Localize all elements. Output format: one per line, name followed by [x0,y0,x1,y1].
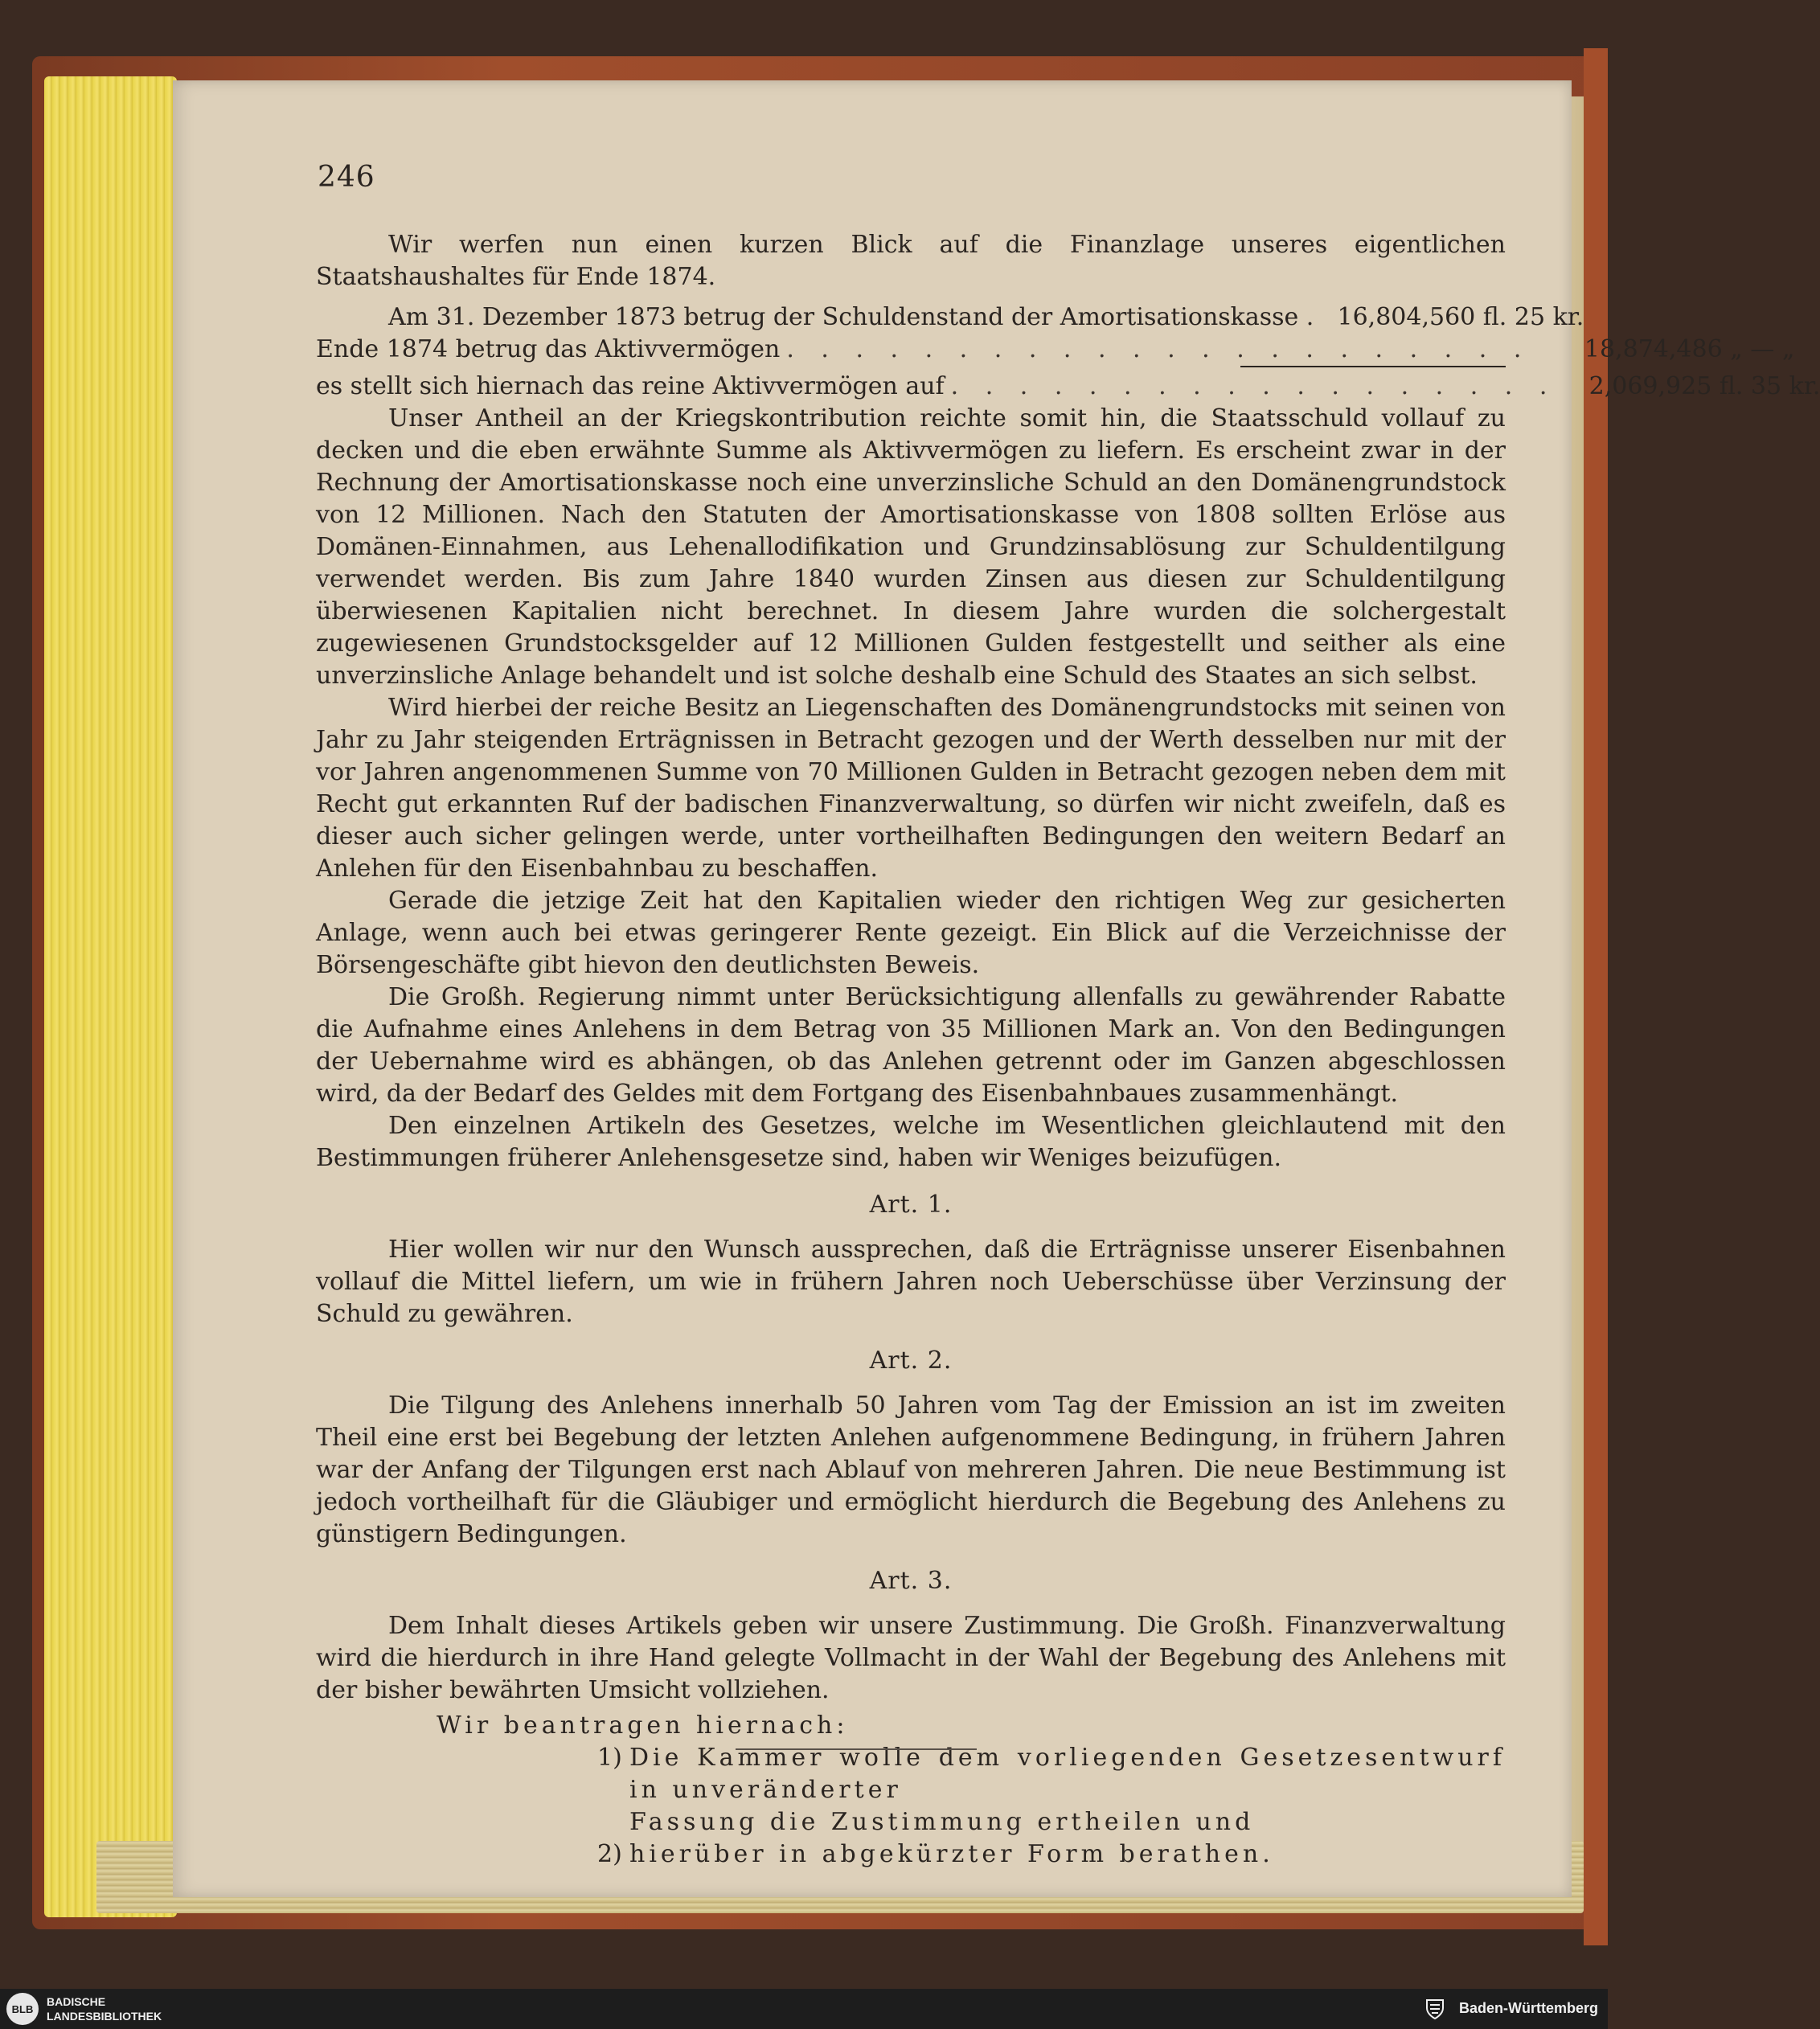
ledger-row-1-label: Am 31. Dezember 1873 betrug der Schuldenstand der Amortisationskasse . [388,303,1314,331]
motion-item-2-number: 2) [597,1840,622,1868]
article-2-text: Die Tilgung des Anlehens innerhalb 50 Jahren vom Tag der Emission an ist im zweiten Theil eine erst bei Begebung der letzten Anlehen aufgenommene Bedingung, in frühern Jahren war der Anfang der Tilgungen erst nach Ablauf von mehreren Jahren. Die neue Bestimmung ist jedoch vortheilhaft für die Gläubiger und ermöglicht hierdurch die Begebung des Anlehens zu günstigern Bedingungen. [316,1392,1506,1548]
motion-list [316,1710,1506,1871]
ledger-row-2-label: Ende 1874 betrug das Aktivvermögen [316,335,781,363]
ledger-row-2-dots: . . . . . . . . . . . . . . . . . . . . . . [786,335,1531,363]
article-2-heading: Art. 2. [869,1347,953,1375]
article-3-text: Dem Inhalt dieses Artikels geben wir unsere Zustimmung. Die Großh. Finanzverwaltung wird die hierdurch in ihre Hand gelegte Vollmacht in der Wahl der Begebung des Anlehens mit der bisher bewährten Umsicht vollziehen. [316,1612,1506,1704]
article-3-heading: Art. 3. [869,1567,953,1595]
motion-intro: Wir beantragen hiernach: [437,1711,849,1740]
ledger-row-3 [316,371,1820,403]
book-page [173,80,1820,1897]
motion-item-2-text: hierüber in abgekürzter Form berathen. [629,1840,1274,1868]
page-number: 246 [318,161,375,194]
motion-item-1-text: Die Kammer wolle dem vorliegenden Gesetzesentwurf in unveränderter [629,1744,1506,1804]
body-paragraph-2: Wird hierbei der reiche Besitz an Liegenschaften des Domänengrundstocks mit seinen von Jahr zu Jahr steigenden Erträgnissen in Betracht gezogen und der Werth desselben nur mit der vor Jahren angenommenen Summe von 70 Millionen Gulden in Betracht gezogen neben dem mit Recht gut erkannten Ruf der badischen Finanzverwaltung, so dürfen wir nicht zweifeln, daß es dieser auch sicher gelingen werde, unter vortheilhaften Bedingungen den weitern Bedarf an Anlehen für den Eisenbahnbau zu beschaffen. [316,694,1506,883]
body-paragraph-1: Unser Antheil an der Kriegskontribution reichte somit hin, die Staatsschuld vollauf zu decken und die eben erwähnte Summe als Aktivvermögen zu liefern. Es erscheint zwar in der Rechnung der Amortisationskasse noch eine unverzinsliche Schuld an den Domänengrundstock von 12 Millionen. Nach den Statuten der Amortisationskasse von 1808 sollten Erlöse aus Domänen-Einnahmen, aus Lehenallodifikation und Grundzinsablösung zur Schuldentilgung verwendet werden. Bis zum Jahre 1840 wurden Zinsen aus diesen zur Schuldentilgung überwiesenen Kapitalien nicht berechnet. In diesem Jahre wurden die solchergestalt zugewiesenen Grundstocksgelder auf 12 Millionen Gulden festgestellt und seither als eine unverzinsliche Anlage behandelt und ist solche deshalb eine Schuld des Staates an sich selbst. [316,404,1506,690]
ledger-row-3-label: es stellt sich hiernach das reine Aktivvermögen auf [316,372,945,400]
article-1-heading: Art. 1. [869,1191,953,1219]
intro-paragraph: Wir werfen nun einen kurzen Blick auf die Finanzlage unseres eigentlichen Staatshaushaltes für Ende 1874. [316,231,1506,291]
closing-rule [736,1748,977,1750]
ledger-row-1 [316,301,1584,334]
ledger-row-2-amount: 18,874,486 „ — „ [1584,335,1795,363]
state-name[interactable]: Baden-Württemberg [1458,2000,1598,2016]
library-name[interactable] [47,1994,162,2023]
library-name-line-2: LANDESBIBLIOTHEK [47,2010,162,2023]
article-1-text: Hier wollen wir nur den Wunsch aussprechen, daß die Erträgnisse unserer Eisenbahnen vollauf die Mittel liefern, um wie in frühern Jahren noch Ueberschüsse über Verzinsung der Schuld zu gewähren. [316,1236,1506,1328]
motion-item-1 [597,1742,1506,1806]
ledger-row-3-dots: . . . . . . . . . . . . . . . . . . [950,372,1557,400]
blb-logo-icon[interactable]: BLB [6,1993,39,2025]
coat-of-arms-icon[interactable] [1423,1997,1447,2021]
ledger-row-1-amount: 16,804,560 fl. 25 kr. [1337,303,1584,331]
motion-item-1-number: 1) [597,1744,622,1772]
body-paragraph-5: Den einzelnen Artikeln des Gesetzes, welche im Wesentlichen gleichlautend mit den Bestimmungen früherer Anlehensgesetze sind, haben wir Weniges beizufügen. [316,1112,1506,1172]
library-name-line-1: BADISCHE [47,1995,106,2008]
body-paragraph-4: Die Großh. Regierung nimmt unter Berücksichtigung allenfalls zu gewährender Rabatte die Aufnahme eines Anlehens in dem Betrag von 35 Millionen Mark an. Von den Bedingungen der Uebernahme wird es abhängen, ob das Anlehen getrennt oder im Ganzen abgeschlossen wird, da der Bedarf des Geldes mit dem Fortgang des Eisenbahnbaues zusammenhängt. [316,983,1506,1108]
motion-item-2 [597,1838,1506,1871]
page-edges-left [44,76,177,1917]
ledger-row-3-amount: 2,069,925 fl. 35 kr. [1588,372,1820,400]
body-paragraph-3: Gerade die jetzige Zeit hat den Kapitalien wieder den richtigen Weg zur gesicherten Anlage, wenn auch bei etwas geringerer Rente gezeigt. Ein Blick auf die Verzeichnisse der Börsengeschäfte gibt hievon den deutlichsten Beweis. [316,887,1506,979]
footer-bar [0,1989,1608,2029]
ledger-row-2 [316,334,1795,366]
page-text [316,229,1820,1871]
motion-item-1-continuation: Fassung die Zustimmung ertheilen und [629,1808,1255,1836]
binding-right [1584,48,1608,1945]
ledger-table [316,301,1820,403]
